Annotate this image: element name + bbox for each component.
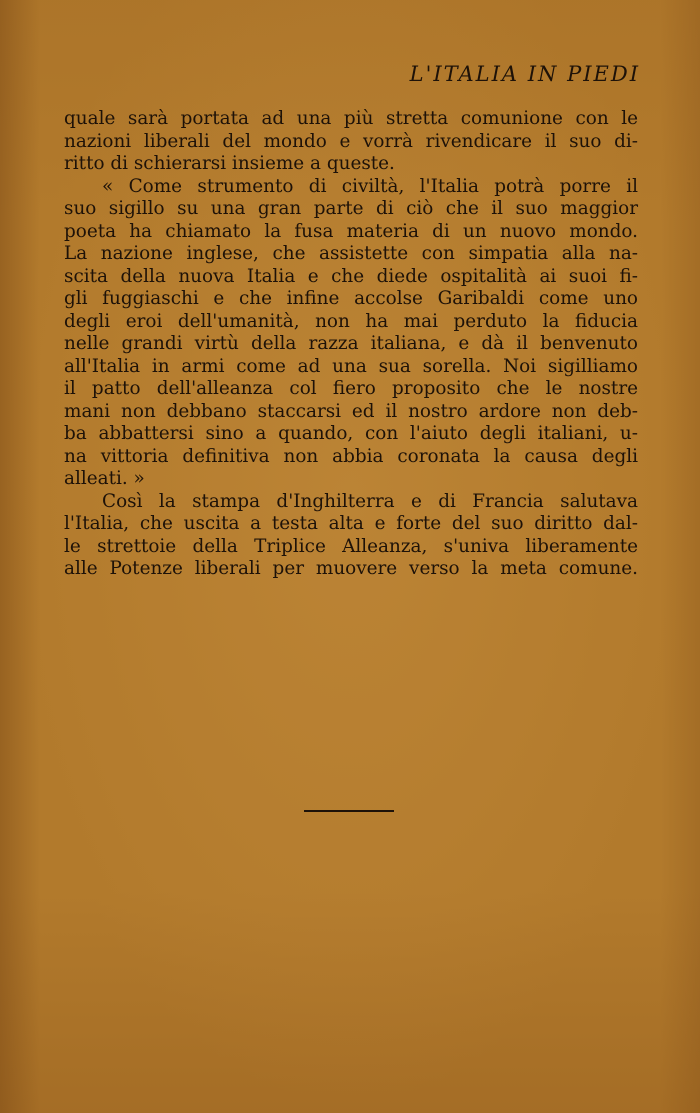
text-line: Così la stampa d'Inghilterra e di Francia salutava [102, 490, 638, 512]
text-line: il patto dell'alleanza col fiero proposito che le nostre [64, 378, 638, 399]
text-line: « Come strumento di civiltà, l'Italia potrà porre il [102, 175, 638, 197]
text-line: na vittoria definitiva non abbia coronata la causa degli [64, 445, 638, 467]
body-text [64, 108, 638, 581]
text-line: La nazione inglese, che assistette con simpatia alla na- [64, 243, 638, 264]
running-head: L'ITALIA IN PIEDI [409, 62, 640, 86]
text-line: alleati. » [64, 468, 145, 489]
text-line: suo sigillo su una gran parte di ciò che il suo maggior [64, 198, 638, 219]
text-line: alle Potenze liberali per muovere verso la meta comune. [64, 558, 638, 579]
text-line: l'Italia, che uscita a testa alta e forte del suo diritto dal- [64, 513, 638, 534]
text-line: scita della nuova Italia e che diede ospitalità ai suoi fi- [64, 265, 638, 287]
text-line: all'Italia in armi come ad una sua sorella. Noi sigilliamo [64, 355, 638, 377]
text-line: poeta ha chiamato la fusa materia di un nuovo mondo. [64, 220, 638, 242]
text-line: ba abbattersi sino a quando, con l'aiuto degli italiani, u- [64, 423, 638, 444]
text-line: ritto di schierarsi insieme a queste. [64, 153, 395, 174]
text-line: nelle grandi virtù della razza italiana, e dà il benvenuto [64, 333, 638, 354]
text-line: le strettoie della Triplice Alleanza, s'univa liberamente [64, 535, 638, 557]
text-line: nazioni liberali del mondo e vorrà rivendicare il suo di- [64, 130, 638, 152]
text-line: mani non debbano staccarsi ed il nostro ardore non deb- [64, 400, 638, 422]
section-divider [304, 810, 394, 812]
text-line: gli fuggiaschi e che infine accolse Garibaldi come uno [64, 288, 638, 309]
text-line: degli eroi dell'umanità, non ha mai perduto la fiducia [64, 310, 638, 332]
text-line: quale sarà portata ad una più stretta comunione con le [64, 108, 638, 129]
